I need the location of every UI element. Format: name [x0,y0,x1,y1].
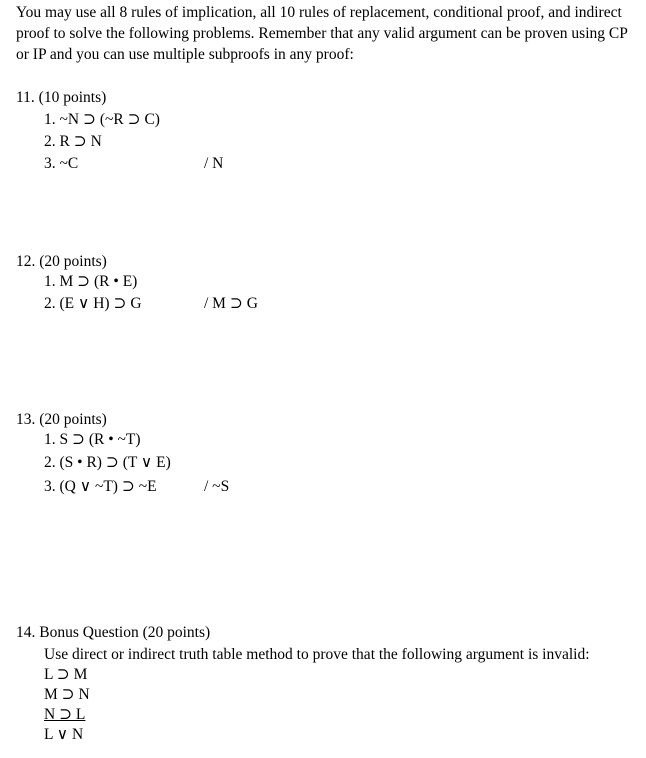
problem-13-premise-1: 1. S ⊃ (R • ~T) [44,431,141,448]
problem-13-heading: 13. (20 points) [16,411,107,428]
bonus-line-1: L ⊃ M [44,666,88,683]
problem-13-conclusion: / ~S [204,478,230,495]
problem-11-heading: 11. (10 points) [16,89,107,106]
problem-11-premise-2: 2. R ⊃ N [44,133,102,150]
problem-11-conclusion: / N [204,155,224,172]
problem-13-premise-2: 2. (S • R) ⊃ (T ∨ E) [44,454,171,471]
bonus-instruction: Use direct or indirect truth table method to prove that the following argument is invalid: [44,646,590,663]
problem-12-premise-2: 2. (E ∨ H) ⊃ G [44,295,142,312]
problem-12-heading: 12. (20 points) [16,253,107,270]
problem-13-premise-3: 3. (Q ∨ ~T) ⊃ ~E [44,478,157,495]
bonus-line-3-underlined: N ⊃ L [44,706,86,723]
problem-12-premise-1: 1. M ⊃ (R • E) [44,273,138,290]
bonus-conclusion-line: L ∨ N [44,726,84,743]
problem-11-premise-1: 1. ~N ⊃ (~R ⊃ C) [44,111,160,128]
bonus-line-2: M ⊃ N [44,686,90,703]
instructions-paragraph: You may use all 8 rules of implication, all 10 rules of replacement, conditional proof, and indirect proof to solve the following problems. Remember that any valid argument can be proven using CP or IP and you can use multiple subproofs in any proof: [16,4,628,63]
bonus-heading: 14. Bonus Question (20 points) [16,624,211,641]
problem-11-premise-3: 3. ~C [44,155,79,172]
problem-12-conclusion: / M ⊃ G [204,295,258,312]
